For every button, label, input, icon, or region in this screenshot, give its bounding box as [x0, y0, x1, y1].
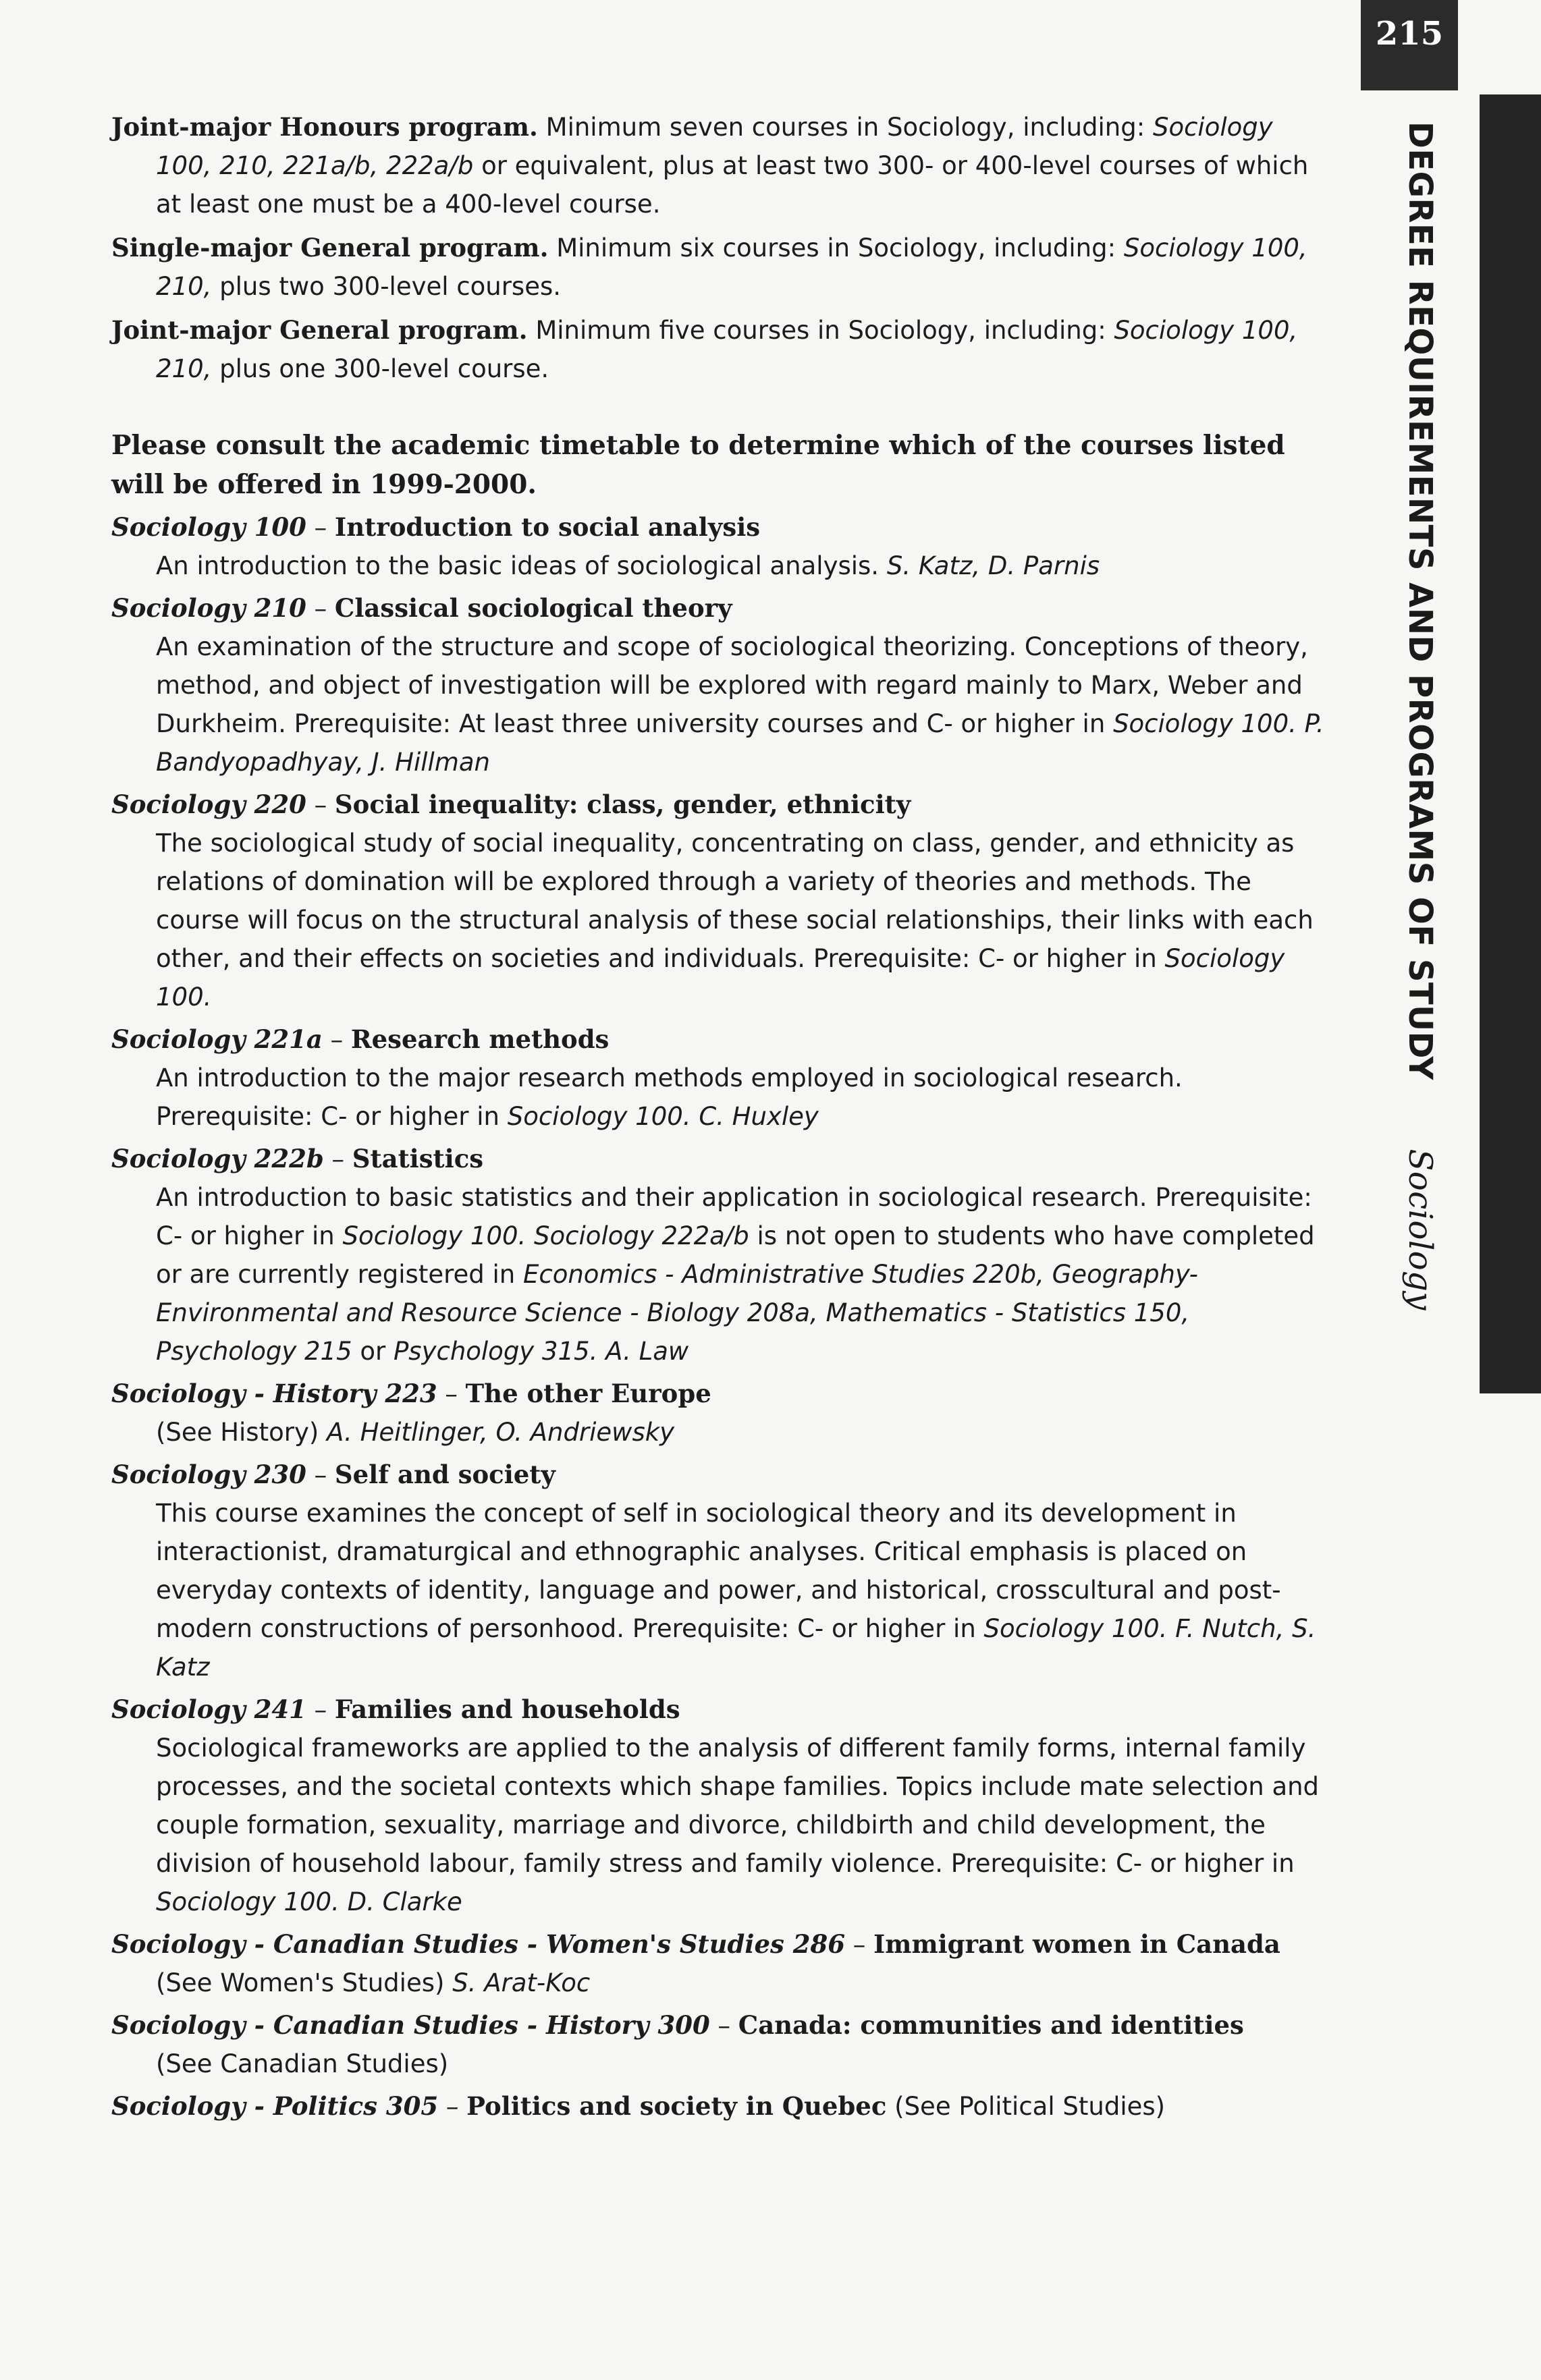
side-heading [1399, 121, 1439, 1310]
course-description: The sociological study of social inequality, concentrating on class, gender, and ethnicity as relations of domination will be explored through a variety of theories and methods. The course will focus on the structural analysis of these social relationships, their links with each other, and their effects on societies and individuals. Prerequisite: C- or higher in Sociology 100. [156, 829, 1314, 1012]
course-inline-note: (See Political Studies) [894, 2092, 1166, 2121]
course-code: Sociology 100 [111, 512, 306, 542]
course-title: Self and society [334, 1460, 556, 1489]
side-heading-main: DEGREE REQUIREMENTS AND PROGRAMS OF STUDY [1401, 121, 1439, 1080]
course-ref: Sociology 100. [983, 1614, 1168, 1643]
program-joint-honours [111, 108, 1326, 223]
course-entry [111, 1140, 1326, 1371]
course-instructors: S. Arat-Koc [452, 1968, 591, 1997]
course-ref: Economics - Administrative Studies 220b, Geography- Environmental and Resource Science - Biology 208a, Mathematics - Statistics 150, Psychology 215 [156, 1260, 1198, 1366]
course-description: (See Women's Studies) S. Arat-Koc [156, 1968, 591, 1997]
course-description: An introduction to the basic ideas of sociological analysis. S. Katz, D. Parnis [156, 551, 1100, 580]
course-description: (See History) A. Heitlinger, O. Andriewsky [156, 1418, 675, 1447]
course-entry [111, 1690, 1326, 1921]
page-number: 215 [1375, 15, 1444, 53]
course-ref: Sociology 100. [156, 944, 1285, 1012]
course-description: An examination of the structure and scope of sociological theorizing. Conceptions of theory, method, and object of investigation will be explored with regard mainly to Marx, Weber and Durkheim. Prerequisite: At least three university courses and C- or higher in Sociology 100. P. Bandyopadhyay, J. Hillman [156, 632, 1324, 777]
timetable-notice: Please consult the academic timetable to determine which of the courses listed will be offered in 1999-2000. [111, 430, 1285, 500]
section-thumb-bar [1480, 94, 1541, 1393]
program-text: plus one 300-level course. [211, 354, 549, 383]
course-instructors: P. Bandyopadhyay, J. Hillman [156, 709, 1324, 777]
program-text: plus two 300-level courses. [211, 272, 562, 301]
program-text: Minimum five courses in Sociology, including: [527, 316, 1114, 345]
course-heading: Sociology - History 223 – The other Europe [111, 1379, 711, 1408]
course-instructors: S. Katz, D. Parnis [886, 551, 1100, 580]
course-code: Sociology 230 [111, 1460, 306, 1489]
course-title: Social inequality: class, gender, ethnicity [334, 790, 911, 819]
course-code: Sociology 220 [111, 790, 306, 819]
course-code: Sociology - Canadian Studies - History 300 [111, 2010, 710, 2040]
course-instructors: C. Huxley [699, 1102, 819, 1131]
course-entry [111, 785, 1326, 1016]
course-title: Introduction to social analysis [334, 512, 761, 542]
program-ref: Sociology 100, 210, 221a/b, 222a/b [156, 113, 1273, 180]
course-description: Sociological frameworks are applied to the analysis of different family forms, internal family processes, and the societal contexts which shape families. Topics include mate selection and couple formation, sexuality, marriage and divorce, childbirth and child development, the division of household labour, family stress and family violence. Prerequisite: C- or higher in Sociology 100. D. Clarke [156, 1734, 1320, 1916]
course-heading: Sociology 221a – Research methods [111, 1024, 610, 1054]
program-ref: Sociology 100, 210, [156, 233, 1307, 301]
course-heading: Sociology - Canadian Studies - History 300 – Canada: communities and identities [111, 2010, 1244, 2040]
course-heading: Sociology 220 – Social inequality: class, gender, ethnicity [111, 790, 911, 819]
course-entry [111, 589, 1326, 781]
page-number-tab [1361, 0, 1458, 90]
course-code: Sociology - Politics 305 [111, 2091, 439, 2121]
course-instructors: A. Law [605, 1337, 689, 1366]
course-title: Families and households [334, 1694, 680, 1724]
program-joint-general [111, 311, 1326, 388]
course-description: This course examines the concept of self in sociological theory and its development in interactionist, dramaturgical and ethnographic analyses. Critical emphasis is placed on everyday contexts of identity, language and power, and historical, crosscultural and post-modern constructions of personhood. Prerequisite: C- or higher in Sociology 100. F. Nutch, S. Katz [156, 1499, 1316, 1682]
course-instructors: F. Nutch, S. Katz [156, 1614, 1316, 1682]
course-entry [111, 1375, 1326, 1451]
course-description: (See Canadian Studies) [156, 2049, 449, 2078]
course-code: Sociology - Canadian Studies - Women's Studies 286 [111, 1929, 845, 1959]
course-title: Immigrant women in Canada [873, 1929, 1280, 1959]
course-entry [111, 2087, 1326, 2126]
course-heading: Sociology 222b – Statistics [111, 1144, 484, 1173]
course-code: Sociology 210 [111, 593, 306, 623]
course-code: Sociology 221a [111, 1024, 323, 1054]
course-heading: Sociology 230 – Self and society [111, 1460, 556, 1489]
course-entry [111, 1925, 1326, 2002]
course-title: Research methods [350, 1024, 610, 1054]
program-text: or equivalent, plus at least two 300- or 400-level courses of which at least one must be a 400-level course. [156, 151, 1309, 219]
course-code: Sociology 222b [111, 1144, 324, 1173]
course-instructors: D. Clarke [347, 1887, 462, 1916]
course-instructors: A. Heitlinger, O. Andriewsky [327, 1418, 675, 1447]
course-description: An introduction to the major research methods employed in sociological research. Prerequisite: C- or higher in Sociology 100. C. Huxley [156, 1063, 1183, 1131]
course-entry [111, 1456, 1326, 1686]
program-text: Minimum six courses in Sociology, including: [548, 233, 1124, 262]
course-description: An introduction to basic statistics and their application in sociological research. Prerequisite: C- or higher in Sociology 100. Sociology 222a/b is not open to students who have completed or are currently registered in Economics - Administrative Studies 220b, Geography- Environmental and Resource Science - Biology 208a, Mathematics - Statistics 150, Psychology 215 or Psychology 315. A. Law [156, 1183, 1315, 1366]
course-title: Statistics [352, 1144, 484, 1173]
course-entry [111, 508, 1326, 585]
course-title: The other Europe [465, 1379, 711, 1408]
course-heading: Sociology - Canadian Studies - Women's Studies 286 – Immigrant women in Canada [111, 1929, 1280, 1959]
program-text: Minimum seven courses in Sociology, including: [537, 113, 1153, 142]
course-ref: Sociology 100. Sociology 222a/b [342, 1221, 749, 1250]
program-name: Joint-major Honours program. [111, 112, 538, 142]
course-title: Politics and society in Quebec [466, 2091, 887, 2121]
course-ref: Sociology 100. [1113, 709, 1297, 738]
program-name: Joint-major General program. [111, 315, 528, 345]
course-ref: Sociology 100. [156, 1887, 340, 1916]
course-code: Sociology 241 [111, 1694, 306, 1724]
side-heading-sub: Sociology [1401, 1149, 1439, 1310]
course-title: Classical sociological theory [334, 593, 732, 623]
course-heading: Sociology 100 – Introduction to social analysis [111, 512, 761, 542]
program-single-general [111, 229, 1326, 306]
course-heading: Sociology - Politics 305 – Politics and society in Quebec (See Political Studies) [111, 2091, 1166, 2121]
course-heading: Sociology 241 – Families and households [111, 1694, 680, 1724]
course-heading: Sociology 210 – Classical sociological theory [111, 593, 732, 623]
course-ref: Sociology 100. [507, 1102, 691, 1131]
course-title: Canada: communities and identities [738, 2010, 1244, 2040]
course-code: Sociology - History 223 [111, 1379, 437, 1408]
course-entry [111, 2006, 1326, 2083]
program-name: Single-major General program. [111, 233, 549, 262]
program-ref: Sociology 100, 210, [156, 316, 1298, 383]
course-ref: Psychology 315. [393, 1337, 598, 1366]
page-content [111, 108, 1326, 2130]
course-entry [111, 1020, 1326, 1136]
